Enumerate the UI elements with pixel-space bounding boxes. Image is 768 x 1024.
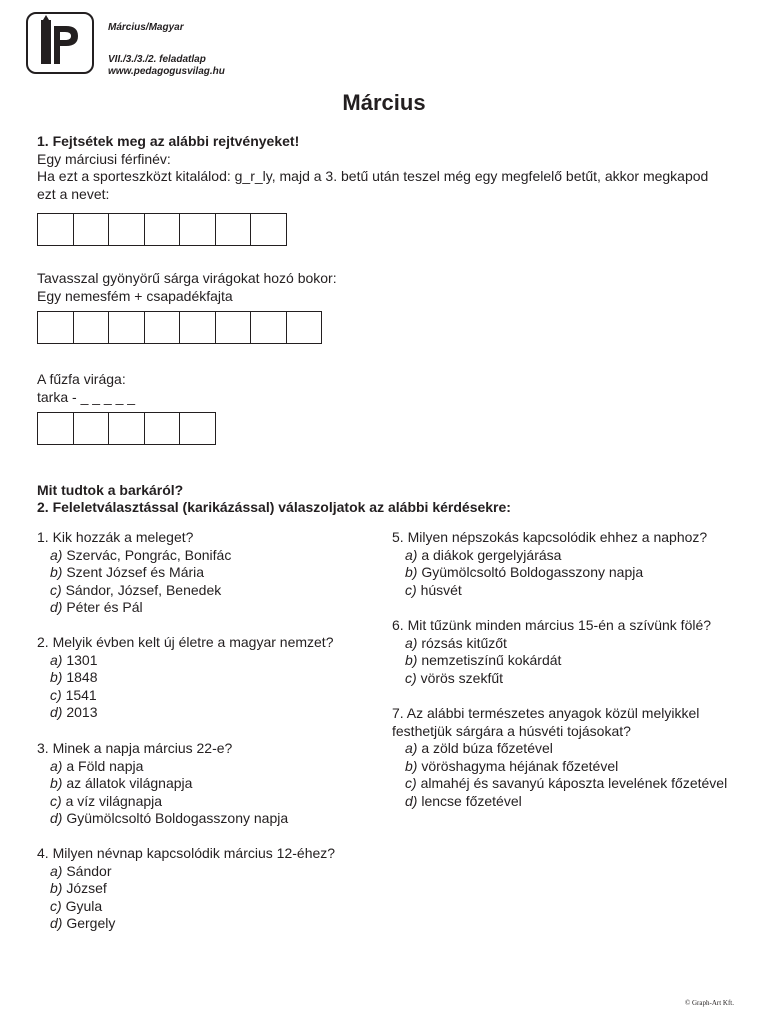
- answer-option[interactable]: [37, 758, 288, 776]
- option-text: József: [66, 880, 107, 897]
- option-letter: c): [405, 669, 417, 686]
- answer-option[interactable]: [392, 758, 727, 776]
- riddle2-answer-boxes[interactable]: [37, 311, 321, 344]
- task2-heading: 2. Feleletválasztással (karikázással) válaszoljatok az alábbi kérdésekre:: [37, 499, 511, 515]
- copyright-note: © Graph-Art Kft.: [684, 999, 734, 1007]
- option-text: Sándor: [66, 862, 112, 879]
- answer-option[interactable]: [392, 582, 707, 600]
- option-letter: a): [50, 651, 63, 668]
- question-text: 2. Melyik évben kelt új életre a magyar nemzet?: [37, 634, 334, 650]
- question-3: [37, 740, 288, 828]
- option-text: húsvét: [420, 581, 462, 598]
- letter-box[interactable]: [179, 311, 216, 344]
- page-title: Március: [342, 90, 426, 115]
- riddle2-line2: Egy nemesfém + csapadékfajta: [37, 288, 233, 304]
- option-text: vörös szekfűt: [420, 669, 504, 686]
- option-text: 1541: [65, 686, 97, 703]
- option-letter: a): [405, 634, 418, 651]
- riddle1-line3: ezt a nevet:: [37, 186, 110, 202]
- option-text: almahéj és savanyú káposzta levelének főzetével: [420, 775, 728, 792]
- question-6: [392, 617, 711, 687]
- option-text: Gyümölcsoltó Boldogasszony napja: [66, 810, 289, 827]
- letter-box[interactable]: [286, 311, 323, 344]
- header-sheet: VII./3./3./2. feladatlap: [108, 54, 206, 65]
- option-text: nemzetiszínű kokárdát: [421, 652, 562, 669]
- answer-option[interactable]: [37, 582, 231, 600]
- option-text: Péter és Pál: [66, 599, 143, 616]
- option-letter: b): [50, 775, 63, 792]
- option-text: Sándor, József, Benedek: [65, 581, 222, 598]
- riddle2-line1: Tavasszal gyönyörű sárga virágokat hozó bokor:: [37, 270, 337, 286]
- riddle3-answer-boxes[interactable]: [37, 412, 215, 445]
- option-letter: a): [405, 546, 418, 563]
- option-letter: a): [50, 546, 63, 563]
- answer-option[interactable]: [392, 793, 727, 811]
- option-text: 1301: [66, 651, 98, 668]
- option-letter: b): [50, 880, 63, 897]
- answer-option[interactable]: [37, 652, 333, 670]
- letter-box[interactable]: [37, 412, 74, 445]
- question-4: [37, 845, 335, 933]
- letter-box[interactable]: [215, 311, 252, 344]
- letter-box[interactable]: [73, 412, 110, 445]
- option-text: Szervác, Pongrác, Bonifác: [66, 546, 232, 563]
- option-letter: b): [405, 652, 418, 669]
- option-letter: b): [405, 757, 418, 774]
- answer-option[interactable]: [37, 704, 333, 722]
- letter-box[interactable]: [108, 213, 145, 246]
- letter-box[interactable]: [37, 213, 74, 246]
- option-text: az állatok világnapja: [66, 775, 193, 792]
- question-text: 5. Milyen népszokás kapcsolódik ehhez a naphoz?: [392, 529, 708, 545]
- header-website: www.pedagogusvilag.hu: [108, 66, 225, 77]
- answer-option[interactable]: [37, 898, 335, 916]
- letter-box[interactable]: [250, 213, 287, 246]
- task1-heading: 1. Fejtsétek meg az alábbi rejtvényeket!: [37, 133, 300, 149]
- question-text-cont: festhetjük sárgára a húsvéti tojásokat?: [392, 722, 631, 739]
- answer-option[interactable]: [37, 669, 333, 687]
- option-text: a diákok gergelyjárása: [421, 546, 562, 563]
- answer-option[interactable]: [392, 547, 707, 565]
- riddle1-line2: Ha ezt a sporteszközt kitalálod: g_r_ly, majd a 3. betű után teszel még egy megfelelő betűt, akkor megkapod: [37, 168, 709, 184]
- letter-box[interactable]: [144, 213, 181, 246]
- option-text: Gyula: [65, 897, 103, 914]
- option-letter: b): [50, 669, 63, 686]
- option-letter: c): [405, 581, 417, 598]
- answer-option[interactable]: [37, 915, 335, 933]
- option-letter: c): [50, 686, 62, 703]
- letter-box[interactable]: [73, 311, 110, 344]
- option-letter: a): [50, 757, 63, 774]
- option-text: lencse főzetével: [421, 792, 522, 809]
- answer-option[interactable]: [37, 564, 231, 582]
- option-text: a Föld napja: [66, 757, 144, 774]
- letter-box[interactable]: [73, 213, 110, 246]
- question-1: [37, 529, 231, 617]
- option-letter: b): [50, 564, 63, 581]
- option-text: rózsás kitűzőt: [421, 634, 507, 651]
- answer-option[interactable]: [37, 880, 335, 898]
- riddle3-line2: tarka - _ _ _ _ _: [37, 389, 136, 405]
- option-letter: a): [405, 740, 418, 757]
- answer-option[interactable]: [37, 687, 333, 705]
- answer-option[interactable]: [392, 740, 727, 758]
- letter-box[interactable]: [179, 213, 216, 246]
- question-text: 3. Minek a napja március 22-e?: [37, 740, 233, 756]
- question-5: [392, 529, 707, 599]
- option-letter: d): [50, 599, 63, 616]
- option-letter: c): [50, 581, 62, 598]
- letter-box[interactable]: [179, 412, 216, 445]
- option-letter: a): [50, 862, 63, 879]
- answer-option[interactable]: [37, 775, 288, 793]
- answer-option[interactable]: [392, 775, 727, 793]
- option-letter: c): [50, 897, 62, 914]
- letter-box[interactable]: [37, 311, 74, 344]
- option-text: Szent József és Mária: [66, 564, 205, 581]
- option-text: Gergely: [66, 915, 116, 932]
- question-text: 6. Mit tűzünk minden március 15-én a szívünk fölé?: [392, 617, 712, 633]
- option-letter: d): [50, 810, 63, 827]
- riddle1-answer-boxes[interactable]: [37, 213, 286, 246]
- question-7: [392, 705, 727, 811]
- task2-intro: Mit tudtok a barkáról?: [37, 482, 184, 498]
- letter-box[interactable]: [250, 311, 287, 344]
- option-text: 1848: [66, 669, 98, 686]
- option-text: a víz világnapja: [65, 792, 163, 809]
- option-letter: c): [50, 792, 62, 809]
- option-text: 2013: [66, 704, 98, 721]
- answer-option[interactable]: [37, 547, 231, 565]
- option-letter: d): [50, 704, 63, 721]
- answer-option[interactable]: [37, 863, 335, 881]
- header-subject: Március/Magyar: [108, 22, 184, 33]
- option-letter: c): [405, 775, 417, 792]
- answer-option[interactable]: [392, 652, 711, 670]
- letter-box[interactable]: [144, 311, 181, 344]
- riddle1-line1: Egy márciusi férfinév:: [37, 151, 171, 167]
- letter-box[interactable]: [108, 311, 145, 344]
- letter-box[interactable]: [144, 412, 181, 445]
- riddle3-line1: A fűzfa virága:: [37, 371, 126, 387]
- answer-option[interactable]: [392, 670, 711, 688]
- answer-option[interactable]: [392, 635, 711, 653]
- option-letter: b): [405, 564, 418, 581]
- question-2: [37, 634, 333, 722]
- question-text: 7. Az alábbi természetes anyagok közül melyikkel: [392, 705, 700, 721]
- option-text: Gyümölcsoltó Boldogasszony napja: [421, 564, 644, 581]
- option-text: vöröshagyma héjának főzetével: [421, 757, 619, 774]
- answer-option[interactable]: [37, 810, 288, 828]
- option-letter: d): [405, 792, 418, 809]
- answer-option[interactable]: [37, 793, 288, 811]
- question-text: 1. Kik hozzák a meleget?: [37, 529, 194, 545]
- answer-option[interactable]: [37, 599, 231, 617]
- option-letter: d): [50, 915, 63, 932]
- question-text: 4. Milyen névnap kapcsolódik március 12-éhez?: [37, 845, 336, 861]
- answer-option[interactable]: [392, 564, 707, 582]
- letter-box[interactable]: [215, 213, 252, 246]
- option-text: a zöld búza főzetével: [421, 740, 553, 757]
- publisher-logo: [26, 12, 94, 74]
- letter-box[interactable]: [108, 412, 145, 445]
